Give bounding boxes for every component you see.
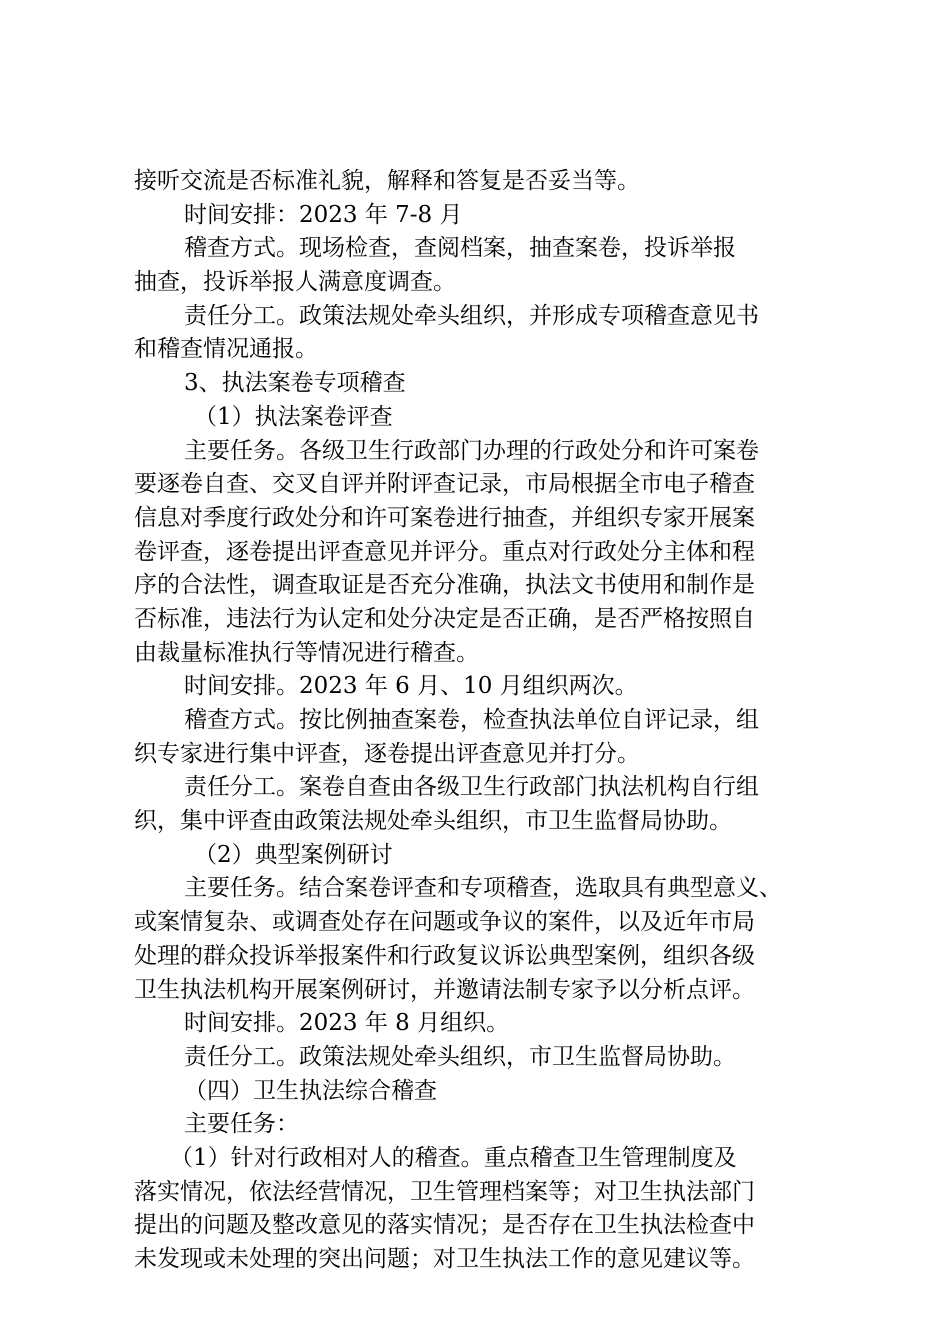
subsection-heading: （2）典型案例研讨 [194, 841, 393, 868]
text-line: 织，集中评查由政策法规处牵头组织，市卫生监督局协助。 [134, 808, 732, 835]
text-line: 接听交流是否标准礼貌，解释和答复是否妥当等。 [134, 168, 640, 194]
text-line: 由裁量标准执行等情况进行稽查。 [134, 639, 479, 666]
text-line: 序的合法性，调查取证是否充分准确，执法文书使用和制作是 [134, 572, 755, 599]
text-line: 稽查方式。按比例抽查案卷，检查执法单位自评记录，组 [184, 707, 759, 733]
text-line: 主要任务。各级卫生行政部门办理的行政处分和许可案卷 [184, 437, 759, 464]
text-line: 责任分工。政策法规处牵头组织，市卫生监督局协助。 [184, 1043, 736, 1070]
text-line: 要逐卷自查、交叉自评并附评查记录，市局根据全市电子稽查 [134, 471, 755, 498]
text-line: 主要任务。结合案卷评查和专项稽查，选取具有典型意义、 [184, 875, 782, 902]
text-line: 时间安排。2023 年 6 月、10 月组织两次。 [184, 673, 638, 700]
text-line: 和稽查情况通报。 [134, 336, 318, 363]
text-line: 未发现或未处理的突出问题；对卫生执法工作的意见建议等。 [134, 1246, 755, 1272]
document-body [134, 165, 824, 1277]
text-line: 责任分工。政策法规处牵头组织，并形成专项稽查意见书 [184, 302, 759, 329]
text-line: 落实情况，依法经营情况，卫生管理档案等；对卫生执法部门 [134, 1178, 755, 1205]
text-line: （1）针对行政相对人的稽查。重点稽查卫生管理制度及 [170, 1144, 737, 1171]
section-heading: 3、执法案卷专项稽查 [184, 370, 406, 397]
text-line: 卫生执法机构开展案例研讨，并邀请法制专家予以分析点评。 [134, 976, 755, 1003]
text-line: 提出的问题及整改意见的落实情况；是否存在卫生执法检查中 [134, 1212, 755, 1239]
text-line: 抽查，投诉举报人满意度调查。 [134, 269, 456, 296]
text-line: 织专家进行集中评查，逐卷提出评查意见并打分。 [134, 740, 640, 767]
text-line: 或案情复杂、或调查处存在问题或争议的案件，以及近年市局 [134, 909, 755, 936]
text-line: 时间安排：2023 年 7-8 月 [184, 201, 463, 228]
text-line: 责任分工。案卷自查由各级卫生行政部门执法机构自行组 [184, 774, 759, 801]
section-heading: （四）卫生执法综合稽查 [184, 1077, 437, 1104]
text-line: 处理的群众投诉举报案件和行政复议诉讼典型案例，组织各级 [134, 942, 755, 969]
text-line: 信息对季度行政处分和许可案卷进行抽查，并组织专家开展案 [134, 504, 755, 531]
text-line: 否标准，违法行为认定和处分决定是否正确，是否严格按照自 [134, 605, 755, 632]
subsection-heading: （1）执法案卷评查 [194, 403, 393, 430]
text-line: 稽查方式。现场检查，查阅档案，抽查案卷，投诉举报 [184, 235, 736, 262]
text-line: 卷评查，逐卷提出评查意见并评分。重点对行政处分主体和程 [134, 538, 755, 565]
text-line: 时间安排。2023 年 8 月组织。 [184, 1010, 510, 1037]
text-line: 主要任务： [184, 1111, 299, 1138]
